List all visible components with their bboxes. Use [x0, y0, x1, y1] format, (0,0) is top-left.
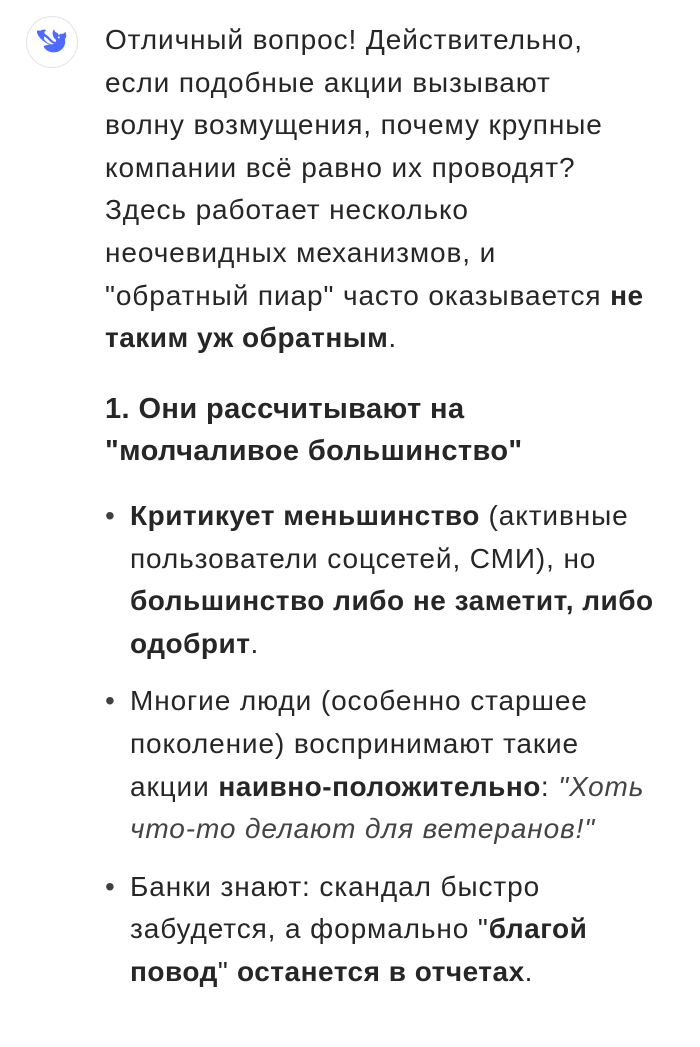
intro-punctuation: . [388, 322, 398, 354]
intro-line: "обратный пиар" часто оказывается [105, 279, 611, 311]
bullet-quote-text: что-то делают для ветеранов!" [130, 813, 596, 845]
bullet-text: (активные [479, 499, 629, 531]
section-heading-line: "молчаливое большинство" [105, 435, 523, 468]
intro-line: компании всё равно их проводят? [105, 151, 576, 183]
bullet-bold-text: благой [488, 913, 588, 945]
bullet-text: забудется, а формально " [130, 913, 489, 945]
intro-line: неочевидных механизмов, и [105, 236, 497, 268]
intro-line: Отличный вопрос! Действительно, [105, 24, 583, 55]
bullet-marker: • [105, 870, 116, 902]
bullet-item [105, 866, 690, 994]
bullet-bold-text: останется в отчетах [228, 955, 525, 987]
intro-paragraph [105, 19, 690, 360]
assistant-message [105, 19, 690, 1008]
bullet-list [105, 495, 690, 994]
bullet-item [105, 495, 690, 665]
bullet-marker: • [105, 499, 116, 531]
bullet-text: Банки знают: скандал быстро [130, 870, 541, 902]
intro-line: Здесь работает несколько [105, 194, 469, 226]
bullet-item [105, 680, 690, 850]
bullet-marker: • [105, 685, 116, 717]
intro-bold-text: таким уж обратным [105, 322, 389, 354]
bullet-punctuation: . [524, 955, 534, 987]
section-heading [105, 388, 690, 473]
bullet-text: : [540, 770, 559, 802]
bullet-text: поколение) воспринимают такие [130, 727, 580, 759]
bullet-text: пользователи соцсетей, СМИ), но [130, 542, 597, 574]
assistant-avatar [26, 16, 78, 68]
intro-line: если подобные акции вызывают [105, 66, 551, 98]
section-heading-line: 1. Они рассчитывают на [105, 392, 465, 425]
bullet-bold-text: большинство либо не заметит, либо [130, 585, 654, 617]
deepseek-whale-icon [37, 29, 67, 55]
intro-line: волну возмущения, почему крупные [105, 109, 603, 141]
bullet-bold-text: повод [130, 955, 218, 987]
bullet-bold-text: наивно-положительно [218, 770, 541, 802]
intro-bold-text: не [610, 279, 644, 311]
bullet-text: акции [130, 770, 219, 802]
bullet-text: Многие люди (особенно старшее [130, 685, 588, 717]
bullet-quote-text: "Хоть [558, 770, 645, 802]
bullet-bold-text: Критикует меньшинство [130, 499, 480, 531]
bullet-punctuation: . [250, 627, 260, 659]
bullet-text: " [217, 955, 229, 987]
bullet-bold-text: одобрит [130, 627, 251, 659]
